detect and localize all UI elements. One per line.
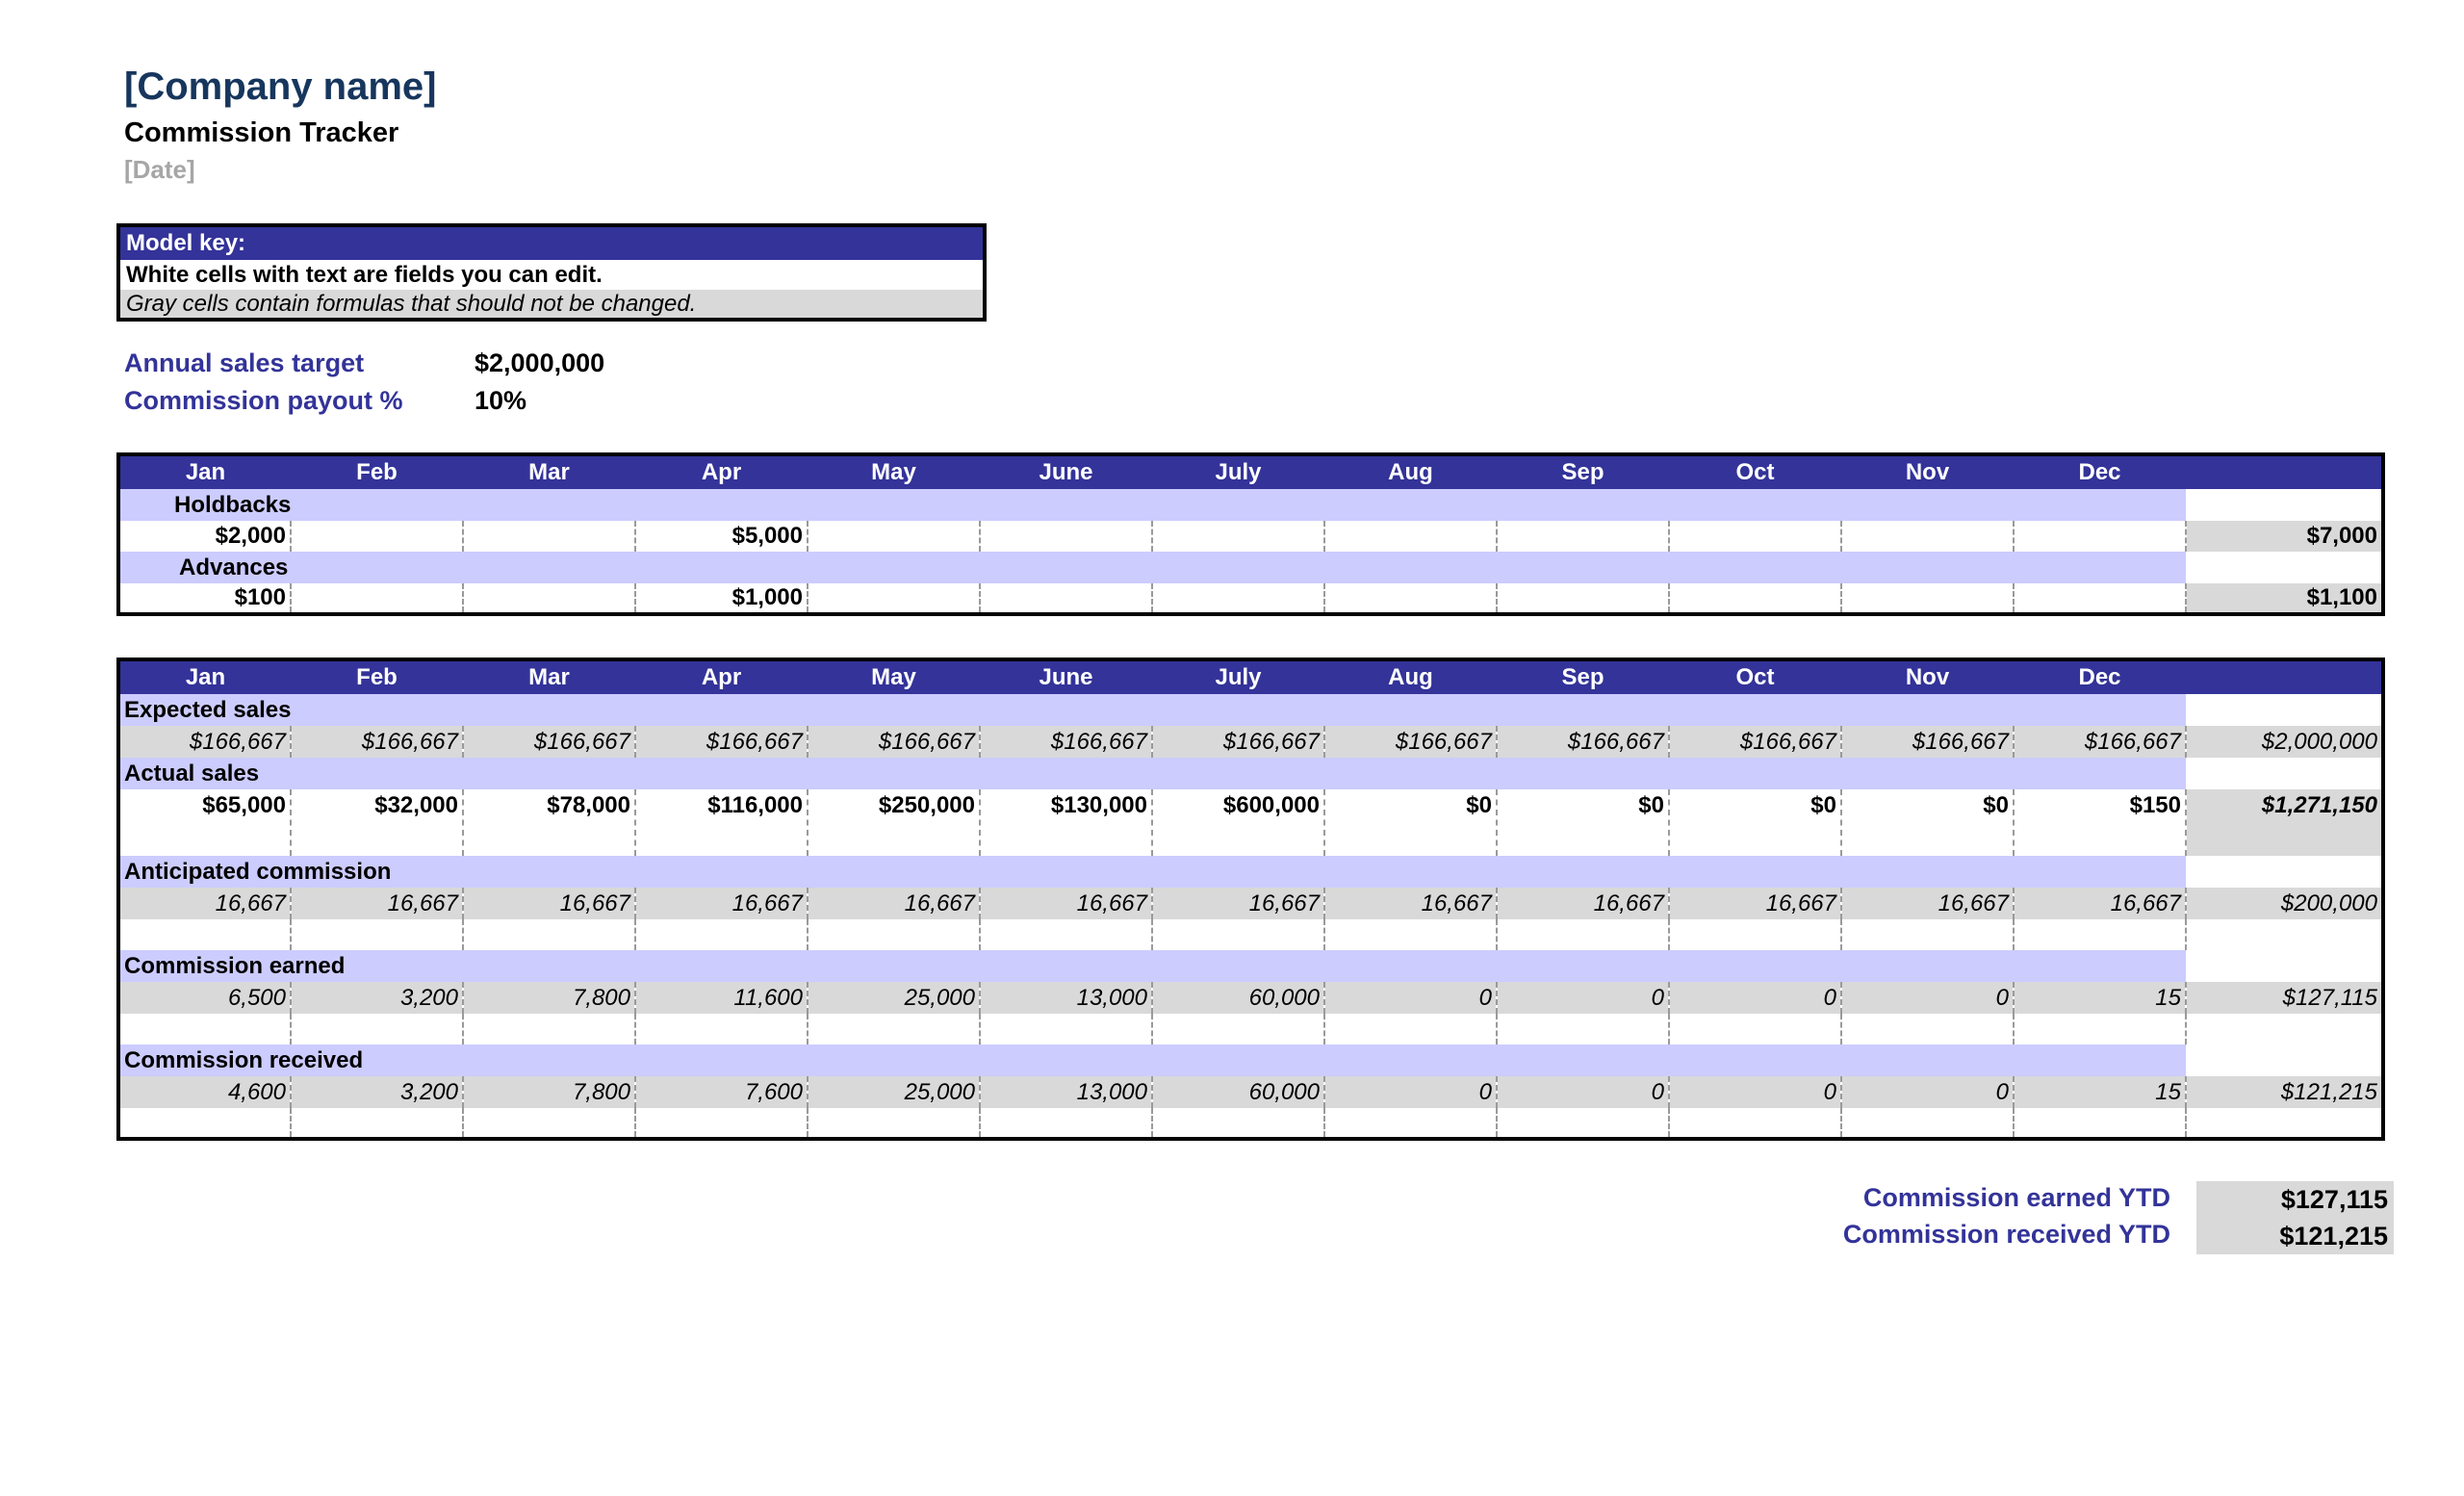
actual-sales-row [118, 789, 2383, 856]
commission-received-cell: 0 [1841, 1076, 2014, 1108]
actual-sales-cell[interactable]: $78,000 [463, 789, 635, 856]
advances-label: Advances [118, 552, 2186, 583]
holdback-cell[interactable] [808, 521, 980, 552]
expected-sales-cell: $166,667 [980, 726, 1152, 758]
advance-cell[interactable] [1669, 583, 1841, 614]
date-field[interactable]: [Date] [124, 155, 195, 184]
month-header: Nov [1841, 659, 2014, 694]
commission-received-cell: 60,000 [1152, 1076, 1324, 1108]
anticipated-commission-total: $200,000 [2186, 888, 2383, 919]
holdbacks-row [118, 521, 2383, 552]
commission-received-label: Commission received [118, 1045, 2186, 1076]
holdback-cell[interactable] [291, 521, 463, 552]
anticipated-commission-cell: 16,667 [1152, 888, 1324, 919]
model-key-gray-note: Gray cells contain formulas that should not be changed. [120, 290, 983, 318]
anticipated-commission-label: Anticipated commission [118, 856, 2186, 888]
model-key-heading: Model key: [120, 227, 983, 260]
expected-sales-cell: $166,667 [2014, 726, 2186, 758]
commission-earned-total: $127,115 [2186, 982, 2383, 1014]
actual-sales-cell[interactable]: $32,000 [291, 789, 463, 856]
commission-earned-cell: 15 [2014, 982, 2186, 1014]
month-header: Mar [463, 454, 635, 489]
anticipated-commission-cell: 16,667 [1841, 888, 2014, 919]
month-header: May [808, 659, 980, 694]
expected-sales-cell: $166,667 [808, 726, 980, 758]
commission-received-cell: 25,000 [808, 1076, 980, 1108]
actual-sales-cell[interactable]: $0 [1497, 789, 1669, 856]
holdback-cell[interactable] [1152, 521, 1324, 552]
month-header: Feb [291, 659, 463, 694]
anticipated-commission-cell: 16,667 [980, 888, 1152, 919]
commission-received-row [118, 1076, 2383, 1108]
month-header: Apr [635, 454, 808, 489]
commission-received-cell: 0 [1497, 1076, 1669, 1108]
holdback-cell[interactable] [1669, 521, 1841, 552]
commission-received-cell: 4,600 [118, 1076, 291, 1108]
holdbacks-label: Holdbacks [118, 489, 2186, 521]
anticipated-commission-cell: 16,667 [2014, 888, 2186, 919]
holdback-cell[interactable] [980, 521, 1152, 552]
annual-sales-target-input[interactable]: $2,000,000 [475, 348, 605, 377]
advance-cell[interactable] [2014, 583, 2186, 614]
spacer-row [118, 1014, 2383, 1045]
month-header: Dec [2014, 454, 2186, 489]
month-header: Sep [1497, 454, 1669, 489]
expected-sales-cell: $166,667 [1324, 726, 1497, 758]
anticipated-commission-cell: 16,667 [1324, 888, 1497, 919]
holdback-cell[interactable] [463, 521, 635, 552]
month-header: May [808, 454, 980, 489]
anticipated-commission-cell: 16,667 [635, 888, 808, 919]
holdback-cell[interactable] [1497, 521, 1669, 552]
commission-earned-cell: 11,600 [635, 982, 808, 1014]
advance-cell[interactable]: $1,000 [635, 583, 808, 614]
month-header: Jan [118, 659, 291, 694]
holdback-cell[interactable]: $5,000 [635, 521, 808, 552]
advances-section [118, 552, 2383, 583]
page-title: Commission Tracker [124, 117, 399, 148]
actual-sales-cell[interactable]: $250,000 [808, 789, 980, 856]
spacer-row [118, 919, 2383, 950]
anticipated-commission-section [118, 856, 2383, 888]
expected-sales-row [118, 726, 2383, 758]
month-header: June [980, 659, 1152, 694]
month-header-row [118, 659, 2383, 694]
sales-commission-table [116, 658, 2385, 1141]
advance-cell[interactable] [463, 583, 635, 614]
advances-total: $1,100 [2186, 583, 2383, 614]
holdbacks-section [118, 489, 2383, 521]
commission-payout-label: Commission payout % [124, 386, 403, 415]
commission-earned-cell: 60,000 [1152, 982, 1324, 1014]
actual-sales-cell[interactable]: $0 [1324, 789, 1497, 856]
month-header-row [118, 454, 2383, 489]
commission-received-ytd-value: $121,215 [2196, 1218, 2394, 1254]
company-name[interactable]: [Company name] [124, 65, 437, 108]
holdbacks-advances-table [116, 452, 2385, 616]
holdback-cell[interactable] [1841, 521, 2014, 552]
advance-cell[interactable] [1324, 583, 1497, 614]
month-header: Mar [463, 659, 635, 694]
advance-cell[interactable] [291, 583, 463, 614]
expected-sales-cell: $166,667 [1669, 726, 1841, 758]
holdback-cell[interactable]: $2,000 [118, 521, 291, 552]
commission-received-ytd-label: Commission received YTD [1842, 1220, 2170, 1249]
commission-earned-label: Commission earned [118, 950, 2186, 982]
month-header: Oct [1669, 659, 1841, 694]
commission-received-cell: 7,800 [463, 1076, 635, 1108]
commission-earned-cell: 7,800 [463, 982, 635, 1014]
anticipated-commission-cell: 16,667 [1669, 888, 1841, 919]
actual-sales-cell[interactable]: $600,000 [1152, 789, 1324, 856]
commission-earned-cell: 0 [1497, 982, 1669, 1014]
month-header: Aug [1324, 454, 1497, 489]
month-header: Oct [1669, 454, 1841, 489]
month-header: Feb [291, 454, 463, 489]
commission-received-cell: 0 [1669, 1076, 1841, 1108]
commission-payout-input[interactable]: 10% [475, 386, 527, 415]
month-header: Jan [118, 454, 291, 489]
month-header: Sep [1497, 659, 1669, 694]
commission-received-cell: 0 [1324, 1076, 1497, 1108]
actual-sales-cell[interactable]: $130,000 [980, 789, 1152, 856]
advance-cell[interactable] [1841, 583, 2014, 614]
commission-received-cell: 7,600 [635, 1076, 808, 1108]
commission-earned-cell: 6,500 [118, 982, 291, 1014]
anticipated-commission-row [118, 888, 2383, 919]
expected-sales-cell: $166,667 [118, 726, 291, 758]
month-header: Dec [2014, 659, 2186, 694]
actual-sales-cell[interactable]: $150 [2014, 789, 2186, 856]
anticipated-commission-cell: 16,667 [1497, 888, 1669, 919]
commission-earned-cell: 13,000 [980, 982, 1152, 1014]
model-key [116, 223, 987, 322]
month-header: Nov [1841, 454, 2014, 489]
commission-earned-cell: 0 [1841, 982, 2014, 1014]
actual-sales-label: Actual sales [118, 758, 2186, 789]
model-key-white-note: White cells with text are fields you can edit. [120, 260, 983, 290]
actual-sales-total: $1,271,150 [2186, 789, 2383, 856]
holdbacks-total: $7,000 [2186, 521, 2383, 552]
actual-sales-cell[interactable]: $0 [1841, 789, 2014, 856]
advance-cell[interactable]: $100 [118, 583, 291, 614]
commission-received-cell: 3,200 [291, 1076, 463, 1108]
advances-row [118, 583, 2383, 614]
advance-cell[interactable] [808, 583, 980, 614]
total-header [2186, 659, 2383, 694]
commission-received-total: $121,215 [2186, 1076, 2383, 1108]
month-header: Aug [1324, 659, 1497, 694]
holdback-cell[interactable] [1324, 521, 1497, 552]
expected-sales-total: $2,000,000 [2186, 726, 2383, 758]
month-header: July [1152, 659, 1324, 694]
commission-earned-cell: 0 [1324, 982, 1497, 1014]
commission-earned-cell: 3,200 [291, 982, 463, 1014]
commission-earned-ytd-value: $127,115 [2196, 1181, 2394, 1218]
commission-earned-section [118, 950, 2383, 982]
commission-earned-row [118, 982, 2383, 1014]
month-header: Apr [635, 659, 808, 694]
commission-earned-cell: 25,000 [808, 982, 980, 1014]
month-header: June [980, 454, 1152, 489]
commission-received-section [118, 1045, 2383, 1076]
expected-sales-cell: $166,667 [1152, 726, 1324, 758]
expected-sales-cell: $166,667 [1841, 726, 2014, 758]
expected-sales-cell: $166,667 [463, 726, 635, 758]
actual-sales-section [118, 758, 2383, 789]
commission-earned-cell: 0 [1669, 982, 1841, 1014]
commission-earned-ytd-label: Commission earned YTD [1862, 1183, 2170, 1212]
expected-sales-section [118, 694, 2383, 726]
advance-cell[interactable] [1152, 583, 1324, 614]
holdback-cell[interactable] [2014, 521, 2186, 552]
anticipated-commission-cell: 16,667 [291, 888, 463, 919]
actual-sales-cell[interactable]: $0 [1669, 789, 1841, 856]
advance-cell[interactable] [1497, 583, 1669, 614]
actual-sales-cell[interactable]: $116,000 [635, 789, 808, 856]
anticipated-commission-cell: 16,667 [463, 888, 635, 919]
anticipated-commission-cell: 16,667 [118, 888, 291, 919]
expected-sales-cell: $166,667 [291, 726, 463, 758]
expected-sales-cell: $166,667 [1497, 726, 1669, 758]
anticipated-commission-cell: 16,667 [808, 888, 980, 919]
advance-cell[interactable] [980, 583, 1152, 614]
commission-received-cell: 15 [2014, 1076, 2186, 1108]
expected-sales-label: Expected sales [118, 694, 2186, 726]
annual-sales-target-label: Annual sales target [124, 348, 365, 377]
expected-sales-cell: $166,667 [635, 726, 808, 758]
actual-sales-cell[interactable]: $65,000 [118, 789, 291, 856]
total-header [2186, 454, 2383, 489]
spacer-row [118, 1108, 2383, 1139]
month-header: July [1152, 454, 1324, 489]
commission-received-cell: 13,000 [980, 1076, 1152, 1108]
